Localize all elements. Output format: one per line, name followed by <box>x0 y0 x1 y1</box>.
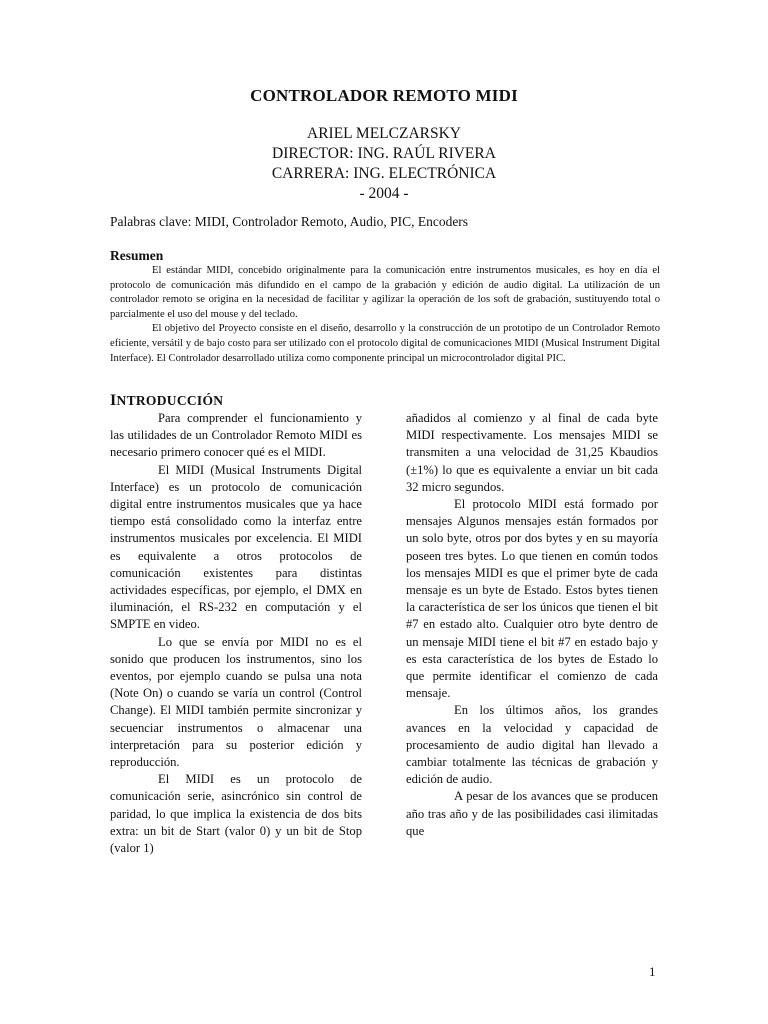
abstract-body <box>110 264 660 366</box>
career-line: CARRERA: ING. ELECTRÓNICA <box>271 165 497 182</box>
left-column <box>110 410 362 857</box>
section-heading-rest: NTRODUCCIÓN <box>116 393 224 408</box>
abstract-paragraph: El objetivo del Proyecto consiste en el diseño, desarrollo y la construcción de un prototipo de un Controlador Remoto eficiente, versátil y de bajo costo para ser utilizado con el protocolo digital de comunicaciones MIDI (Musical Instrument Digital Interface). El Controlador desarrollado utiliza como componente principal un microcontrolador digital PIC. <box>110 323 660 364</box>
section-heading-introduccion <box>110 392 223 410</box>
author-name: ARIEL MELCZARSKY <box>307 125 461 142</box>
body-paragraph: añadidos al comienzo y al final de cada byte MIDI respectivamente. Los mensajes MIDI se transmiten a una velocidad de 31,25 Kbaudios (±1%) lo que es equivalente a enviar un bit cada 32 micro segundos. <box>406 411 658 494</box>
body-paragraph: El MIDI (Musical Instruments Digital Interface) es un protocolo de comunicación digital entre instrumentos musicales que ya hace tiempo está consolidado como la interfaz entre instrumentos musicales por excelencia. El MIDI es equivalente a otros protocolos de comunicación existentes para distintas actividades específicas, por ejemplo, el DMX en iluminación, el RS-232 en computación y el SMPTE en video. <box>110 462 362 632</box>
director-line: DIRECTOR: ING. RAÚL RIVERA <box>272 145 496 162</box>
section-heading-initial: I <box>110 392 117 409</box>
body-paragraph: En los últimos años, los grandes avances en la velocidad y capacidad de procesamiento de audio digital han llevado a cambiar totalmente las técnicas de grabación y edición de audio. <box>406 703 658 787</box>
paper-title: CONTROLADOR REMOTO MIDI <box>250 86 518 105</box>
author-block <box>0 124 768 204</box>
body-paragraph: Lo que se envía por MIDI no es el sonido que producen los instrumentos, sino los eventos, por ejemplo cuando se pulsa una nota (Note On) o cuando se varía un control (Control Change). El MIDI también permite sincronizar y secuenciar instrumentos o almacenar una interpretación para su posterior edición y reproducción. <box>110 634 362 770</box>
body-paragraph: Para comprender el funcionamiento y las utilidades de un Controlador Remoto MIDI es necesario primero conocer qué es el MIDI. <box>110 411 362 460</box>
page-number: 1 <box>649 964 656 979</box>
right-column <box>406 410 658 840</box>
abstract-heading: Resumen <box>110 248 164 263</box>
body-paragraph: A pesar de los avances que se producen año tras año y de las posibilidades casi ilimitadas que <box>406 789 658 838</box>
year-line: - 2004 - <box>359 185 409 202</box>
abstract-paragraph: El estándar MIDI, concebido originalmente para la comunicación entre instrumentos musicales, es hoy en día el protocolo de comunicación más difundido en el campo de la grabación y edición de audio digital. La utilización de un controlador remoto se origina en la necesidad de facilitar y agilizar la operación de los soft de grabación, sustituyendo total o parcialmente el uso del mouse y del teclado. <box>110 265 660 320</box>
body-paragraph: El MIDI es un protocolo de comunicación serie, asincrónico sin control de paridad, lo que implica la existencia de dos bits extra: un bit de Start (valor 0) y un bit de Stop (valor 1) <box>110 772 362 856</box>
keywords-line: Palabras clave: MIDI, Controlador Remoto, Audio, PIC, Encoders <box>110 214 469 229</box>
body-paragraph: El protocolo MIDI está formado por mensajes Algunos mensajes están formados por un solo byte, otros por dos bytes y en su mayoría poseen tres bytes. Lo que tienen en común todos los mensajes MIDI es que el primer byte de cada mensaje es un byte de Estado. Estos bytes tienen la característica de ser los únicos que tienen el bit #7 en estado alto. Cualquier otro byte dentro de un mensaje MIDI tiene el bit #7 en estado bajo y es esta característica de los bytes de Estado lo que permite identificar el comienzo de cada mensaje. <box>406 497 658 701</box>
